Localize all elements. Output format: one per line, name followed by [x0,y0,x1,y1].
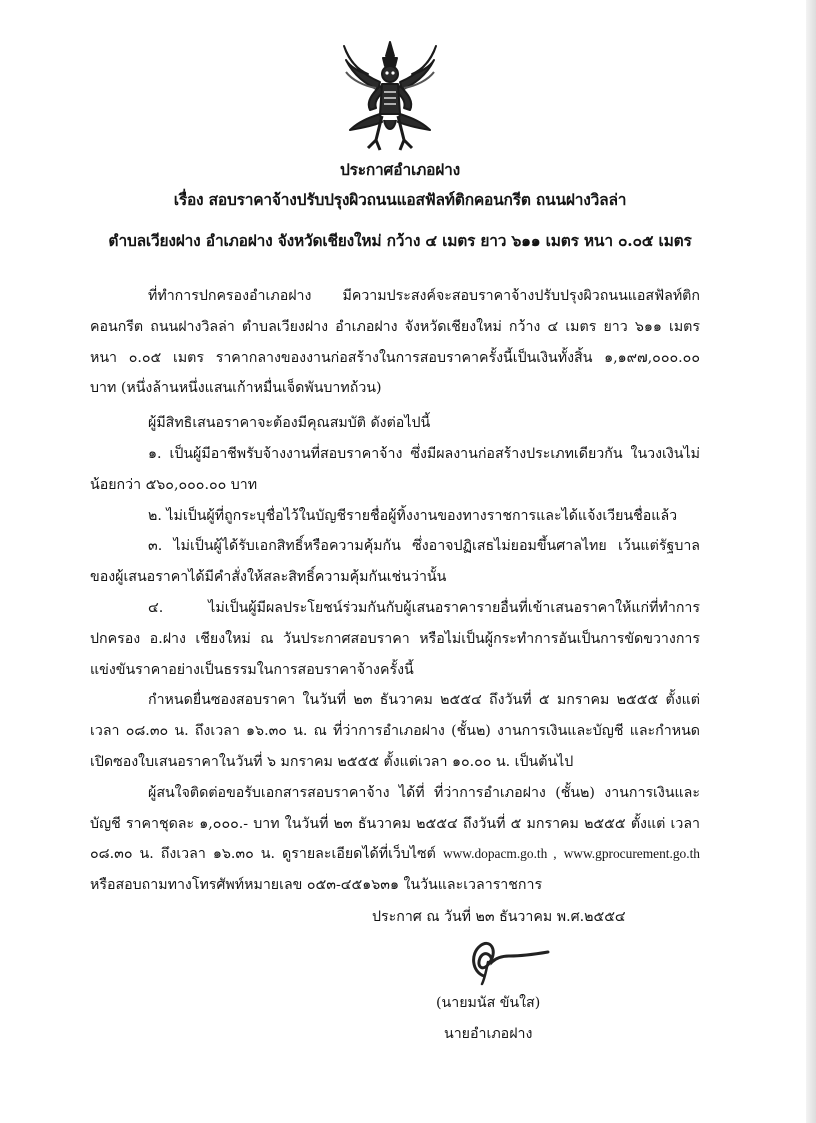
announcement-date: ประกาศ ณ วันที่ ๒๓ ธันวาคม พ.ศ.๒๕๕๔ [372,909,626,925]
signature-icon [462,932,552,986]
intro-paragraph: ที่ทำการปกครองอำเภอฝาง มีความประสงค์จะสอบราคาจ้างปรับปรุงผิวถนนแอสฟัลท์ติกคอนกรีต ถนนฝางวิลล่า ตำบลเวียงฝาง อำเภอฝาง จังหวัดเชียงใหม่ กว้าง ๔ เมตร ยาว ๖๑๑ เมตร หนา ๐.๐๕ เมตร ราคากลางของงานก่อสร้างในการสอบราคาครั้งนี้เป็นเงินทั้งสิ้น ๑,๑๙๗,๐๐๐.๐๐ บาท (หนึ่งล้านหนึ่งแสนเก้าหมื่นเจ็ดพันบาทถ้วน) [90,288,700,397]
contact-paragraph [90,778,700,901]
website-link-gprocurement[interactable]: www.gprocurement.go.th [563,846,700,862]
qualification-item: ๒. ไม่เป็นผู้ที่ถูกระบุชื่อไว้ในบัญชีรายชื่อผู้ทิ้งงานของทางราชการและได้แจ้งเวียนชื่อแล้ว [148,507,678,524]
announcement-subject: เรื่อง สอบราคาจ้างปรับปรุงผิวถนนแอสฟัลท์ติกคอนกรีต ถนนฝางวิลล่า [173,190,627,209]
qualification-item: ๓. ไม่เป็นผู้ได้รับเอกสิทธิ์หรือความคุ้มกัน ซึ่งอาจปฏิเสธไม่ยอมขึ้นศาลไทย เว้นแต่รัฐบาลของผู้เสนอราคาได้มีคำสั่งให้สละสิทธิ์ความคุ้มกันเช่นว่านั้น [90,538,700,586]
contact-text: ผู้สนใจติดต่อขอรับเอกสารสอบราคาจ้าง ได้ที่ ที่ว่าการอำเภอฝาง (ชั้น๒) งานการเงินและบัญชี ราคาชุดละ ๑,๐๐๐.- บาท ในวันที่ ๒๓ ธันวาคม ๒๕๕๔ ถึงวันที่ ๕ มกราคม ๒๕๕๕ ตั้งแต่ เวลา ๐๘.๓๐ น. ถึงเวลา ๑๖.๓๐ น. ดูรายละเอียดได้ที่เว็บไซต์ [90,784,700,863]
garuda-emblem-icon [336,36,444,156]
scan-edge [806,0,816,1123]
schedule-paragraph: กำหนดยื่นซองสอบราคา ในวันที่ ๒๓ ธันวาคม ๒๕๕๔ ถึงวันที่ ๕ มกราคม ๒๕๕๕ ตั้งแต่เวลา ๐๘.๓๐ น. ถึงเวลา ๑๖.๓๐ น. ณ ที่ว่าการอำเภอฝาง (ชั้น๒) งานการเงินและบัญชี และกำหนดเปิดซองใบเสนอราคาในวันที่ ๖ มกราคม ๒๕๕๕ ตั้งแต่เวลา ๑๐.๐๐ น. เป็นต้นไป [90,692,700,770]
announcement-body [90,281,700,901]
contact-phone-text: หรือสอบถามทางโทรศัพท์หมายเลข ๐๕๓-๔๕๑๖๓๑ ในวันและเวลาราชการ [90,877,543,894]
qualifications-intro: ผู้มีสิทธิเสนอราคาจะต้องมีคุณสมบัติ ดังต่อไปนี้ [148,415,431,432]
announcement-title: ประกาศอำเภอฝาง [339,160,460,179]
announcement-location: ตำบลเวียงฝาง อำเภอฝาง จังหวัดเชียงใหม่ กว้าง ๔ เมตร ยาว ๖๑๑ เมตร หนา ๐.๐๕ เมตร [108,231,692,250]
signer-name: (นายมนัส ขันใส) [436,995,541,1011]
qualification-item: ๑. เป็นผู้มีอาชีพรับจ้างงานที่สอบราคาจ้าง ซึ่งมีผลงานก่อสร้างประเภทเดียวกัน ในวงเงินไม่น้อยกว่า ๕๖๐,๐๐๐.๐๐ บาท [90,445,700,493]
signer-position: นายอำเภอฝาง [444,1026,533,1042]
website-link-dopacm[interactable]: www.dopacm.go.th , [442,846,557,862]
qualification-item: ๔. ไม่เป็นผู้มีผลประโยชน์ร่วมกันกับผู้เสนอราคารายอื่นที่เข้าเสนอราคาให้แก่ที่ทำการปกครอง อ.ฝาง เชียงใหม่ ณ วันประกาศสอบราคา หรือไม่เป็นผู้กระทำการอันเป็นการขัดขวางการแข่งขันราคาอย่างเป็นธรรมในการสอบราคาจ้างครั้งนี้ [90,599,700,678]
